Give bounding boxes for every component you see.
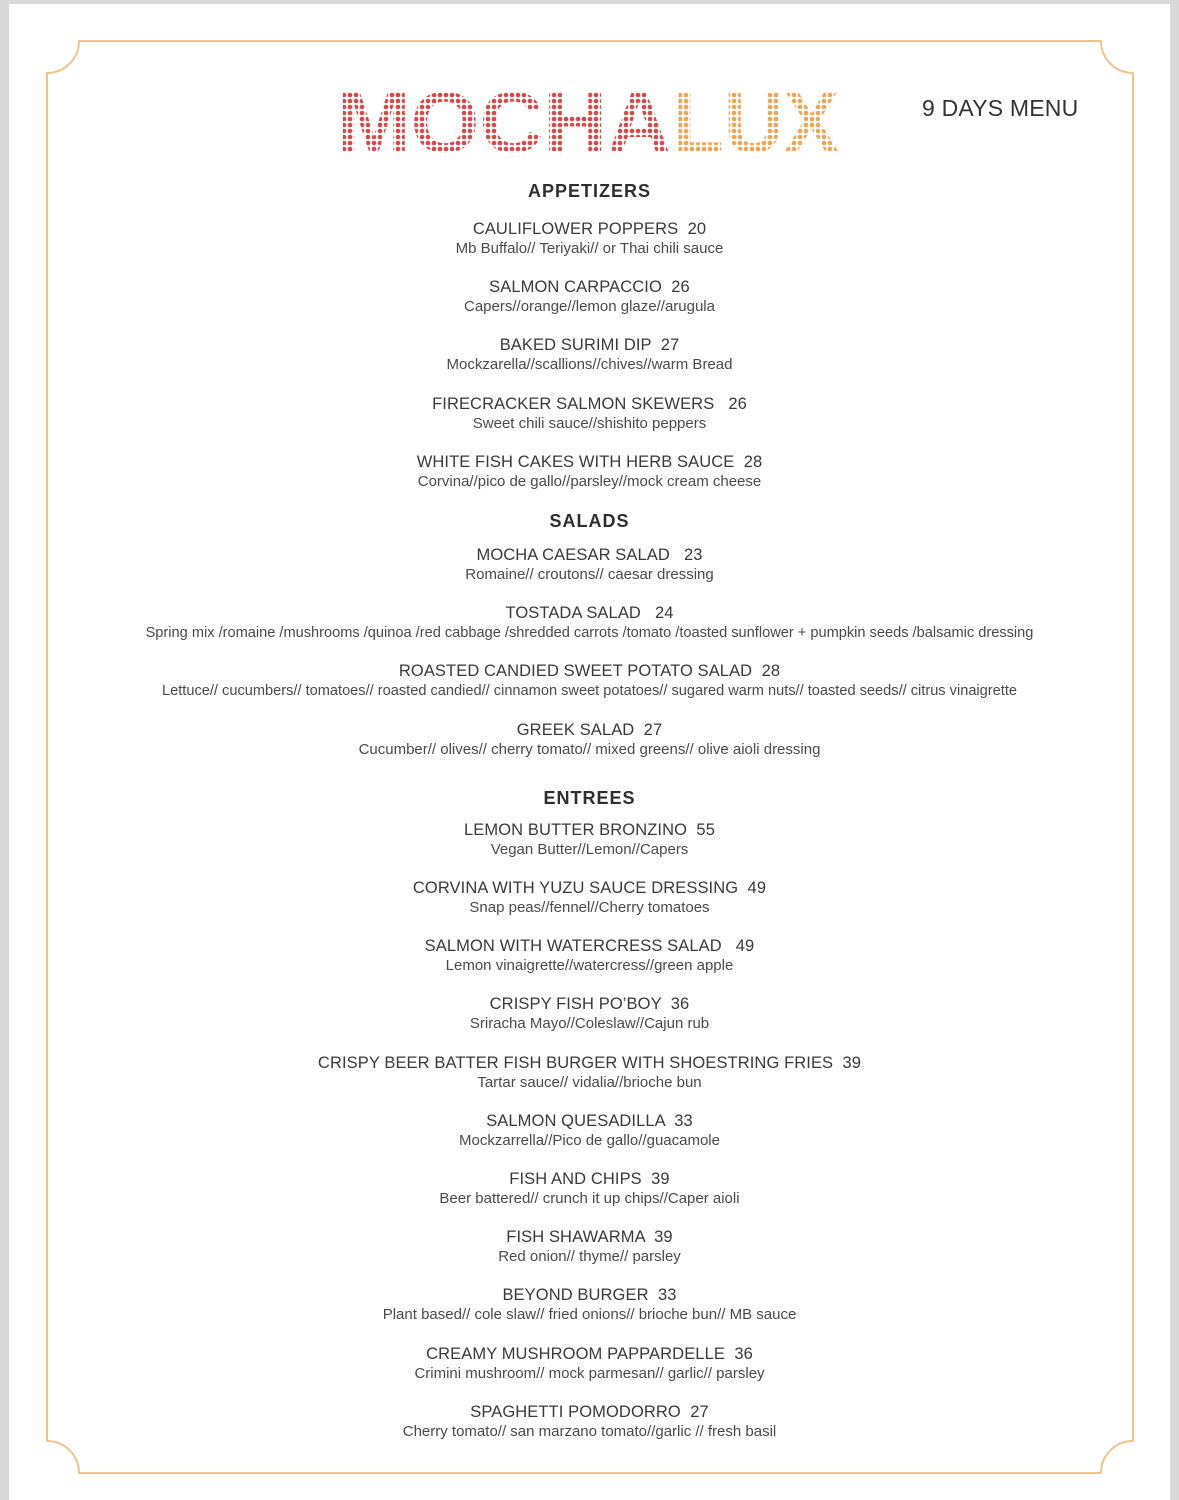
item-description: Cherry tomato// san marzano tomato//garlic // fresh basil <box>402 1423 777 1440</box>
item-description: Mockzarella//scallions//chives//warm Bread <box>446 356 733 373</box>
item-description: Sweet chili sauce//shishito peppers <box>472 415 707 432</box>
item-name: SALMON WITH WATERCRESS SALAD 49 <box>424 937 755 955</box>
item-description: Lemon vinaigrette//watercress//green apple <box>445 957 734 974</box>
mochalux-logo <box>335 86 841 158</box>
section-title-salads: SALADS <box>549 511 630 531</box>
item-description: Beer battered// crunch it up chips//Caper aioli <box>439 1190 740 1207</box>
item-name: MOCHA CAESAR SALAD 23 <box>476 546 703 564</box>
item-name: CRISPY FISH PO’BOY 36 <box>489 995 690 1013</box>
item-name: BAKED SURIMI DIP 27 <box>499 336 680 354</box>
item-name: CAULIFLOWER POPPERS 20 <box>472 220 707 238</box>
logo-lux-text: LUX <box>673 86 839 158</box>
item-name: FIRECRACKER SALMON SKEWERS 26 <box>432 395 747 413</box>
menu-item <box>0 394 1179 434</box>
item-description: Spring mix /romaine /mushrooms /quinoa /red cabbage /shredded carrots /tomato /toasted sunflower + pumpkin seeds /balsamic dressing <box>145 625 1034 641</box>
item-name: TOSTADA SALAD 24 <box>505 604 674 622</box>
menu-item <box>0 1111 1179 1151</box>
item-name: BEYOND BURGER 33 <box>502 1286 677 1304</box>
menu-item <box>0 1402 1179 1442</box>
item-name: CREAMY MUSHROOM PAPPARDELLE 36 <box>426 1345 753 1363</box>
item-name: ROASTED CANDIED SWEET POTATO SALAD 28 <box>398 662 781 680</box>
menu-item <box>0 452 1179 489</box>
menu-item <box>0 335 1179 375</box>
menu-item <box>0 545 1179 585</box>
menu-item <box>0 994 1179 1034</box>
item-description: Romaine// croutons// caesar dressing <box>465 566 714 583</box>
item-description: Tartar sauce// vidalia//brioche bun <box>477 1074 702 1091</box>
menu-item <box>0 1169 1179 1209</box>
menu-item <box>0 878 1179 918</box>
item-name: SALMON QUESADILLA 33 <box>486 1112 693 1130</box>
menu-item <box>0 603 1179 643</box>
item-description: Capers//orange//lemon glaze//arugula <box>464 298 715 315</box>
logo-mocha-text: MOCHA <box>337 86 671 158</box>
item-description: Snap peas//fennel//Cherry tomatoes <box>469 899 710 916</box>
item-name: FISH SHAWARMA 39 <box>506 1228 673 1246</box>
item-name: LEMON BUTTER BRONZINO 55 <box>464 821 715 839</box>
item-description: Lettuce// cucumbers// tomatoes// roasted candied// cinnamon sweet potatoes// sugared warm nuts// toasted seeds// citrus vinaigrette <box>162 683 1017 699</box>
item-description: Red onion// thyme// parsley <box>498 1248 681 1265</box>
section-title-appetizers: APPETIZERS <box>527 181 652 201</box>
menu-item <box>0 1344 1179 1384</box>
item-description: Mb Buffalo// Teriyaki// or Thai chili sauce <box>455 240 724 257</box>
item-name: CORVINA WITH YUZU SAUCE DRESSING 49 <box>412 879 767 897</box>
menu-item <box>0 820 1179 860</box>
menu-item <box>0 219 1179 259</box>
item-description: Plant based// cole slaw// fried onions// brioche bun// MB sauce <box>382 1306 797 1323</box>
item-name: SALMON CARPACCIO 26 <box>489 278 690 296</box>
item-name: FISH AND CHIPS 39 <box>509 1170 670 1188</box>
menu-item <box>0 936 1179 976</box>
menu-subtitle: 9 DAYS MENU <box>922 95 1079 121</box>
item-description: Corvina//pico de gallo//parsley//mock cream cheese <box>417 473 762 489</box>
menu-item <box>0 1227 1179 1267</box>
menu-item <box>0 1053 1179 1093</box>
menu-item <box>0 661 1179 701</box>
item-name: WHITE FISH CAKES WITH HERB SAUCE 28 <box>416 453 763 471</box>
menu-item <box>0 277 1179 317</box>
item-name: GREEK SALAD 27 <box>516 721 663 739</box>
menu-item <box>0 720 1179 760</box>
item-description: Crimini mushroom// mock parmesan// garlic// parsley <box>414 1365 765 1382</box>
section-title-entrees: ENTREES <box>543 788 636 808</box>
item-name: SPAGHETTI POMODORRO 27 <box>470 1403 709 1421</box>
item-description: Sriracha Mayo//Coleslaw//Cajun rub <box>469 1015 710 1032</box>
item-description: Vegan Butter//Lemon//Capers <box>490 841 689 858</box>
item-description: Cucumber// olives// cherry tomato// mixed greens// olive aioli dressing <box>358 741 821 758</box>
item-description: Mockzarrella//Pico de gallo//guacamole <box>459 1132 720 1149</box>
menu-item <box>0 1285 1179 1325</box>
item-name: CRISPY BEER BATTER FISH BURGER WITH SHOESTRING FRIES 39 <box>317 1054 862 1072</box>
